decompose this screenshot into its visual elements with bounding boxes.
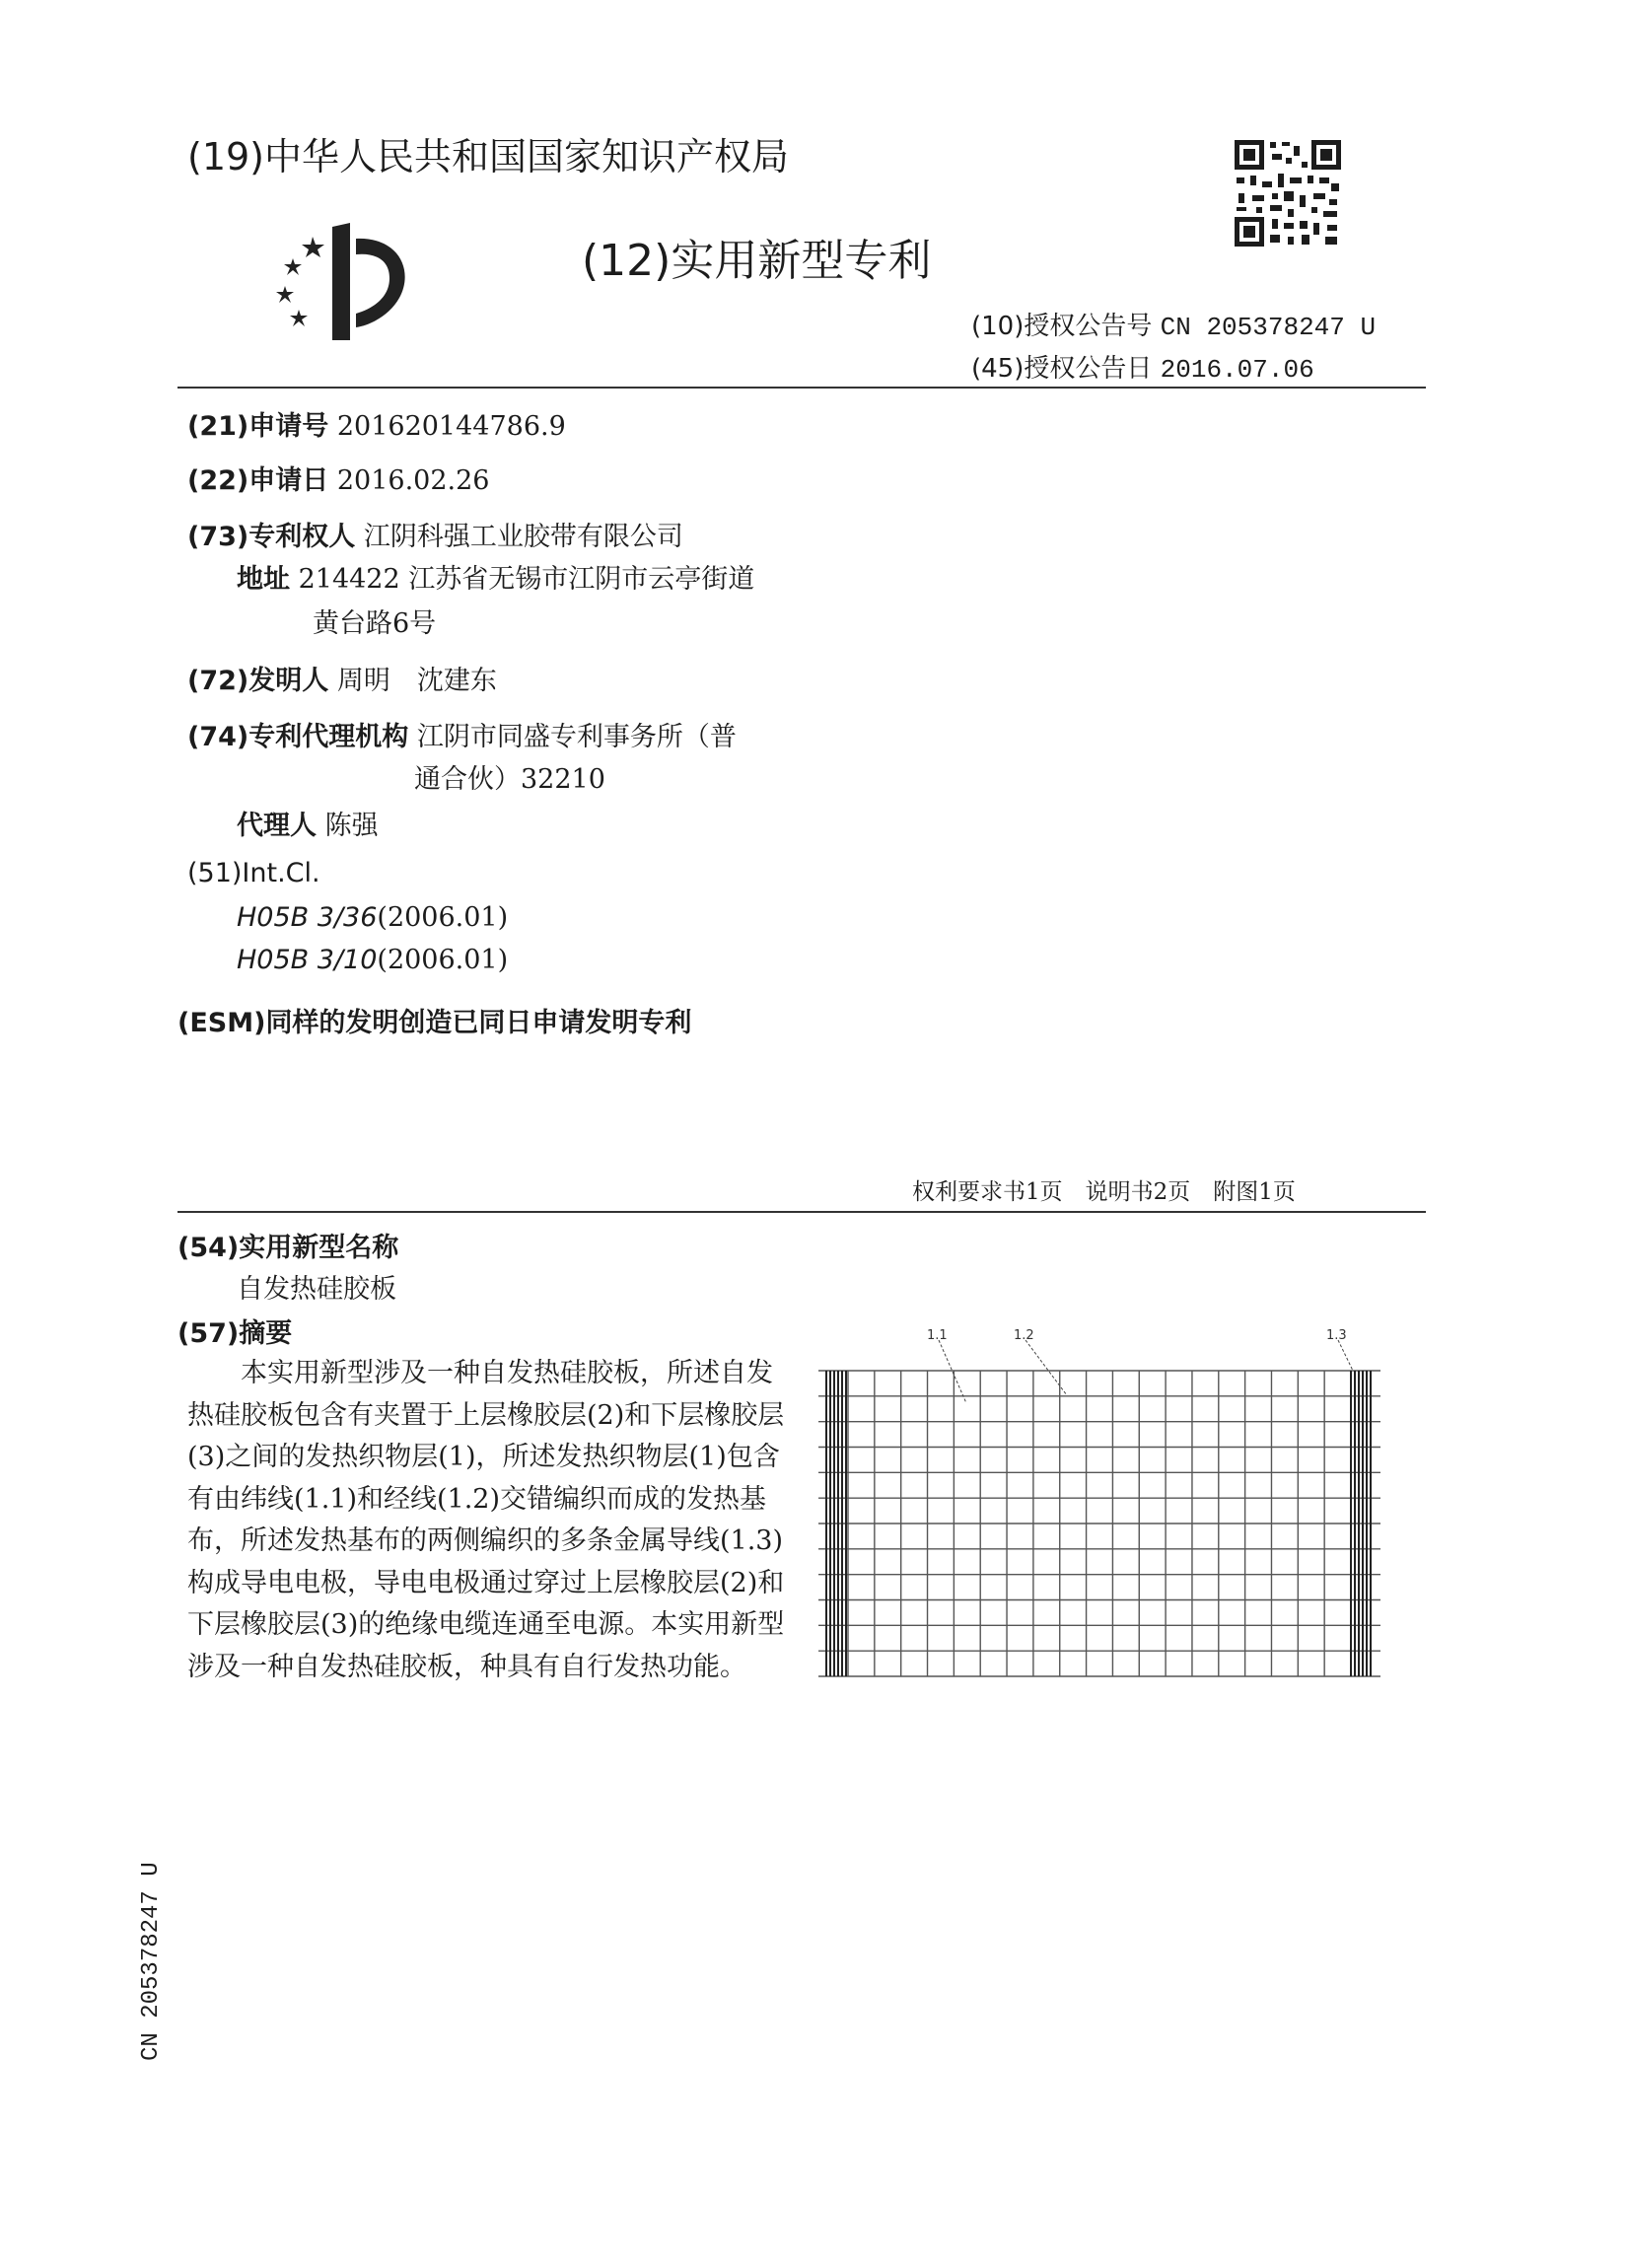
address-line-1: 214422 江苏省无锡市江阴市云亭街道 xyxy=(298,564,755,595)
patent-agency-line-2: 通合伙）32210 xyxy=(414,764,605,795)
publication-number xyxy=(971,306,1376,342)
address-label: 地址 xyxy=(237,564,290,595)
side-publication-code: CN 205378247 U xyxy=(138,1862,165,2061)
int-cl xyxy=(187,858,320,888)
address-line-2: 黄台路6号 xyxy=(313,608,437,639)
abstract-heading xyxy=(177,1311,292,1350)
publication-number-value: CN 205378247 U xyxy=(1160,313,1377,342)
agent-label: 代理人 xyxy=(237,811,317,841)
patent-agency-continuation xyxy=(414,757,605,796)
ipc-code-1-value: H05B 3/36 xyxy=(237,902,378,933)
title-heading-label: (54)实用新型名称 xyxy=(177,1233,399,1263)
esm-note-text: (ESM)同样的发明创造已同日申请发明专利 xyxy=(177,1008,692,1038)
patentee-label: (73)专利权人 xyxy=(187,522,356,552)
ipc-code-2-version: (2006.01) xyxy=(377,945,509,975)
document-type: (12)实用新型专利 xyxy=(582,236,932,286)
publication-date-label: (45)授权公告日 xyxy=(971,354,1153,384)
patent-agency xyxy=(187,715,737,753)
publication-number-label: (10)授权公告号 xyxy=(971,312,1153,341)
figure-label-1-1: 1.1 xyxy=(927,1328,948,1343)
inventor-label: (72)发明人 xyxy=(187,666,329,696)
address-continuation xyxy=(313,602,436,640)
abstract-heading-label: (57)摘要 xyxy=(177,1318,293,1349)
publication-date-value: 2016.07.06 xyxy=(1160,355,1314,385)
agent-value: 陈强 xyxy=(324,811,379,841)
application-number-value: 201620144786.9 xyxy=(336,411,566,442)
agent xyxy=(237,804,379,842)
inventor-value: 周明 沈建东 xyxy=(336,666,497,696)
application-number xyxy=(187,404,566,443)
office-name: (19)中华人民共和国国家知识产权局 xyxy=(187,135,790,178)
address xyxy=(237,557,754,596)
page-counts: 权利要求书1页 说明书2页 附图1页 xyxy=(912,1179,1296,1205)
ipc-code-2 xyxy=(237,945,508,975)
patentee xyxy=(187,515,683,553)
figure-label-1-2: 1.2 xyxy=(1014,1328,1034,1343)
patent-agency-label: (74)专利代理机构 xyxy=(187,722,409,752)
int-cl-label: (51)Int.Cl. xyxy=(187,858,320,888)
application-number-label: (21)申请号 xyxy=(187,411,329,442)
heating-fabric-figure xyxy=(818,1326,1430,1691)
qr-code-icon xyxy=(1233,138,1343,248)
cnipa-logo-icon xyxy=(251,217,429,345)
abstract-text: 本实用新型涉及一种自发热硅胶板，所述自发热硅胶板包含有夹置于上层橡胶层(2)和下层橡胶层(3)之间的发热织物层(1)，所述发热织物层(1)包含有由纬线(1.1)和经线(1.2)交错编织而成的发热基布，所述发热基布的两侧编织的多条金属导线(1.3)构成导电电极，导电电极通过穿过上层橡胶层(2)和下层橡胶层(3)的绝缘电缆连通至电源。本实用新型涉及一种自发热硅胶板，种具有自行发热功能。 xyxy=(187,1358,785,1682)
patent-agency-line-1: 江阴市同盛专利事务所（普 xyxy=(416,722,737,752)
patentee-value: 江阴科强工业胶带有限公司 xyxy=(363,522,683,552)
utility-model-title xyxy=(237,1267,396,1306)
fabric-grid xyxy=(818,1371,1380,1676)
header-divider xyxy=(177,387,1426,389)
utility-model-title-heading xyxy=(177,1226,398,1264)
ipc-code-1 xyxy=(237,902,508,933)
application-date-label: (22)申请日 xyxy=(187,465,329,496)
publication-date xyxy=(971,348,1314,385)
ipc-code-2-value: H05B 3/10 xyxy=(237,945,378,975)
section-divider xyxy=(177,1211,1426,1213)
leader-lines xyxy=(939,1340,1353,1403)
title-value: 自发热硅胶板 xyxy=(237,1274,396,1305)
esm-note xyxy=(177,1001,691,1039)
ipc-code-1-version: (2006.01) xyxy=(377,902,509,933)
inventor xyxy=(187,659,497,697)
figure-label-1-3: 1.3 xyxy=(1326,1328,1347,1343)
application-date xyxy=(187,459,489,497)
application-date-value: 2016.02.26 xyxy=(336,465,490,496)
